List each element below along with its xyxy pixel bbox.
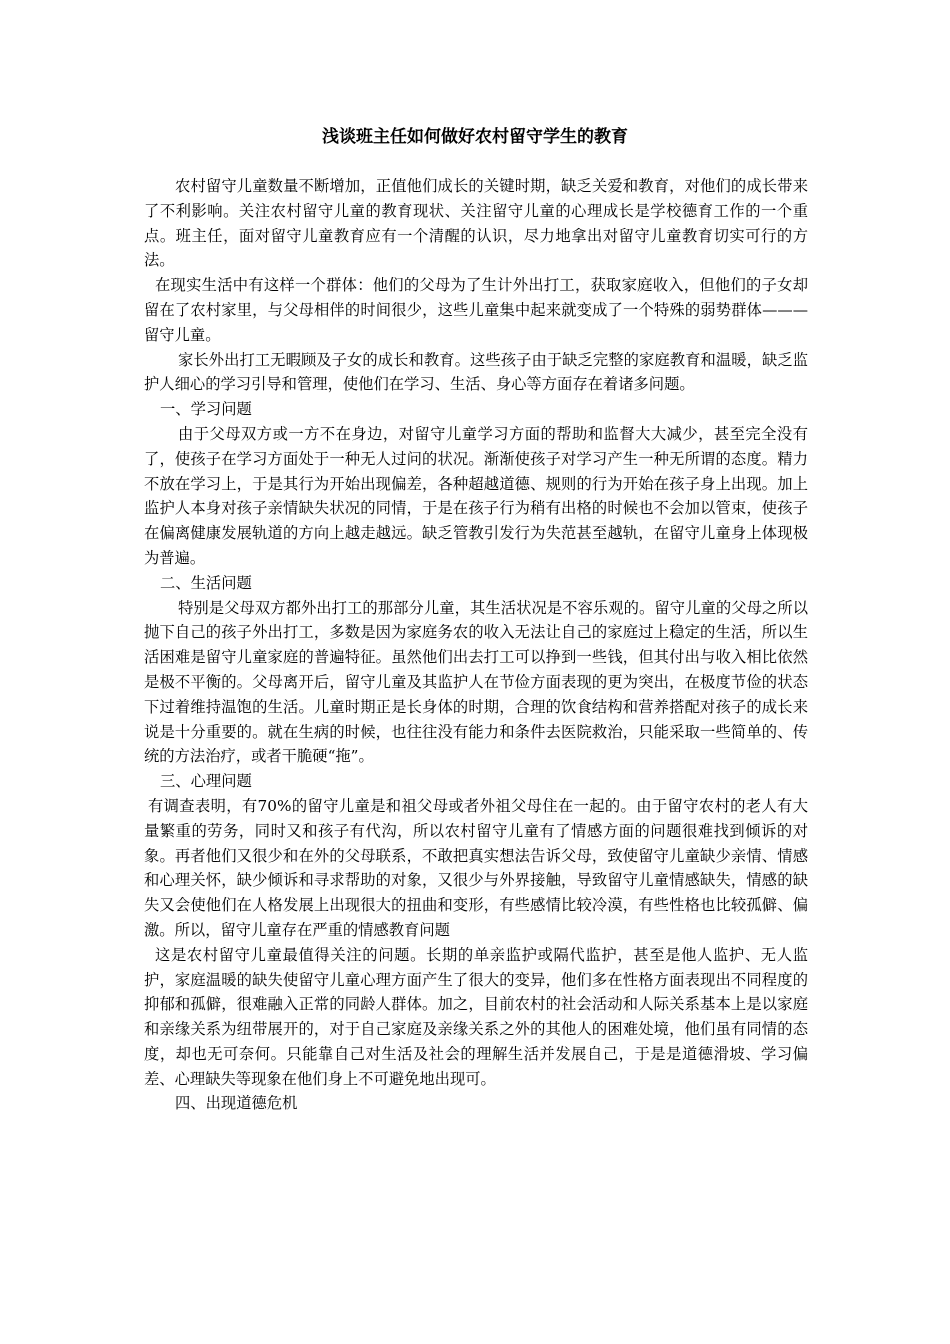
document-body	[144, 174, 808, 1116]
section-heading-life: 二、生活问题	[160, 573, 252, 592]
paragraph-study-problem: 由于父母双方或一方不在身边，对留守儿童学习方面的帮助和监督大大减少，甚至完全没有了，使孩子在学习方面处于一种无人过问的状况。渐渐使孩子对学习产生一种无所谓的态度。精力不放在学习上，于是其行为开始出现偏差，各种超越道德、规则的行为开始在孩子身上出现。加上监护人本身对孩子亲情缺失状况的同情，于是在孩子行为稍有出格的时候也不会加以管束，使孩子在偏离健康发展轨道的方向上越走越远。缺乏管教引发行为失范甚至越轨，在留守儿童身上体现极为普遍。	[144, 424, 808, 567]
paragraph-problems-overview: 家长外出打工无暇顾及子女的成长和教育。这些孩子由于缺乏完整的家庭教育和温暖，缺乏监护人细心的学习引导和管理，使他们在学习、生活、身心等方面存在着诸多问题。	[144, 350, 808, 394]
paragraph-psychology-problem: 有调查表明，有70%的留守儿童是和祖父母或者外祖父母住在一起的。由于留守农村的老人有大量繁重的劳务，同时又和孩子有代沟，所以农村留守儿童有了情感方面的问题很难找到倾诉的对象。再者他们又很少和在外的父母联系，不敢把真实想法告诉父母，致使留守儿童缺少亲情、情感和心理关怀，缺少倾诉和寻求帮助的对象，又很少与外界接触，导致留守儿童情感缺失，情感的缺失又会使他们在人格发展上出现很大的扭曲和变形，有些感情比较冷漠，有些性格也比较孤僻、偏激。所以，留守儿童存在严重的情感教育问题	[144, 796, 808, 939]
paragraph-life-problem: 特别是父母双方都外出打工的那部分儿童，其生活状况是不容乐观的。留守儿童的父母之所以抛下自己的孩子外出打工，多数是因为家庭务农的收入无法让自己的家庭过上稳定的生活，所以生活困难是留守儿童家庭的普遍特征。虽然他们出去打工可以挣到一些钱，但其付出与收入相比依然是极不平衡的。父母离开后，留守儿童及其监护人在节俭方面表现的更为突出，在极度节俭的状态下过着维持温饱的生活。儿童时期正是长身体的时期，合理的饮食结构和营养搭配对孩子的成长来说是十分重要的。就在生病的时候，也往往没有能力和条件去医院救治，只能采取一些简单的、传统的方法治疗，或者干脆硬“拖”。	[144, 598, 808, 766]
section-heading-psychology: 三、心理问题	[160, 772, 252, 791]
section-heading-moral-crisis: 四、出现道德危机	[175, 1094, 298, 1113]
document-title: 浅谈班主任如何做好农村留守学生的教育	[322, 127, 628, 147]
paragraph-emotional-education: 这是农村留守儿童最值得关注的问题。长期的单亲监护或隔代监护，甚至是他人监护、无人监护，家庭温暖的缺失使留守儿童心理方面产生了很大的变异，他们多在性格方面表现出不同程度的抑郁和孤僻，很难融入正常的同龄人群体。加之，目前农村的社会活动和人际关系基本上是以家庭和亲缘关系为纽带展开的，对于自己家庭及亲缘关系之外的其他人的困难处境，他们虽有同情的态度，却也无可奈何。只能靠自己对生活及社会的理解生活并发展自己，于是是道德滑坡、学习偏差、心理缺失等现象在他们身上不可避免地出现可。	[144, 945, 808, 1088]
paragraph-intro: 农村留守儿童数量不断增加，正值他们成长的关键时期，缺乏关爱和教育，对他们的成长带来了不利影响。关注农村留守儿童的教育现状、关注留守儿童的心理成长是学校德育工作的一个重点。班主任，面对留守儿童教育应有一个清醒的认识，尽力地拿出对留守儿童教育切实可行的方法。	[144, 177, 808, 270]
section-heading-study: 一、学习问题	[160, 400, 252, 419]
paragraph-background: 在现实生活中有这样一个群体：他们的父母为了生计外出打工，获取家庭收入，但他们的子女却留在了农村家里，与父母相伴的时间很少，这些儿童集中起来就变成了一个特殊的弱势群体———留守儿童。	[144, 276, 808, 344]
